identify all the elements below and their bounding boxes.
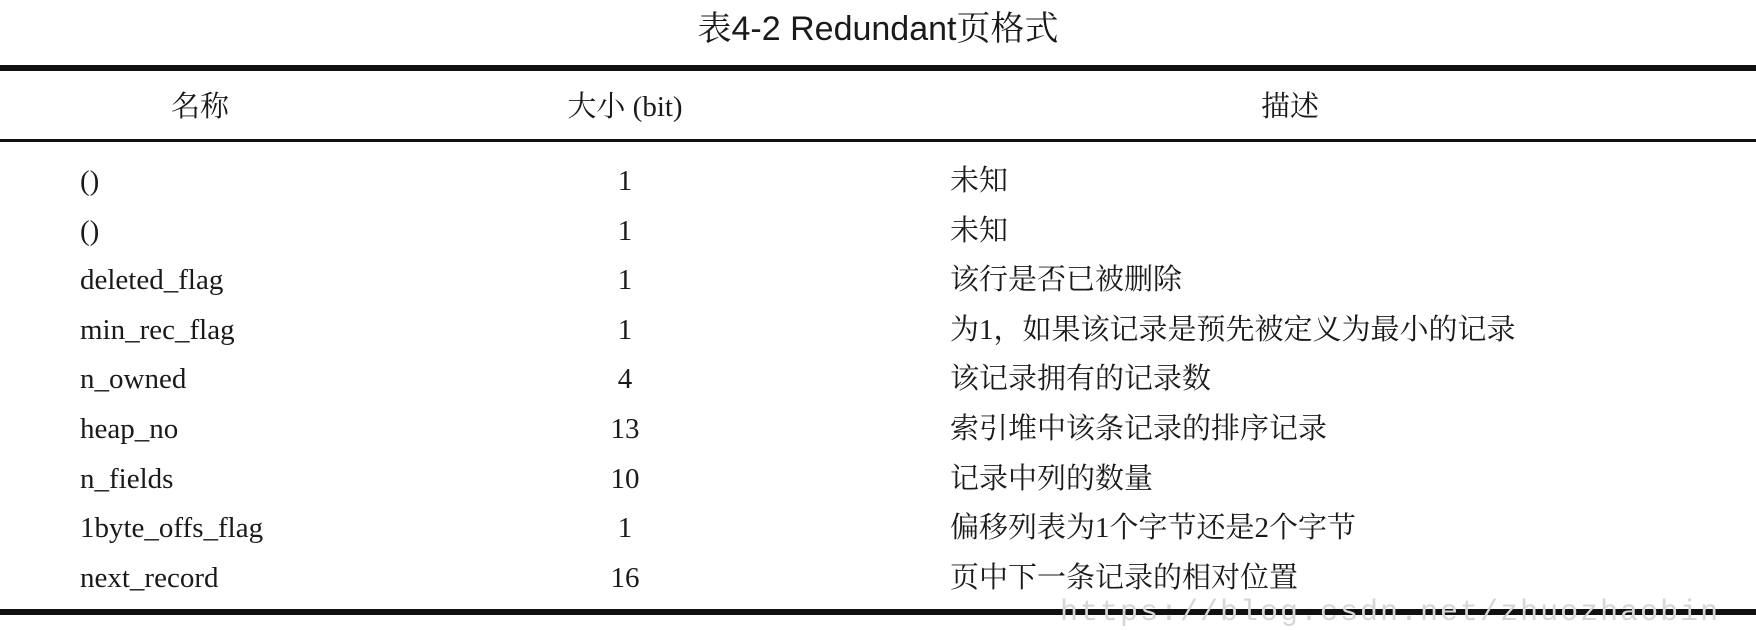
cell-size: 4 [617, 363, 633, 396]
table-top-rule [0, 65, 1756, 71]
table-row [0, 455, 1756, 505]
cell-size: 10 [610, 462, 640, 495]
cell-size: 1 [617, 313, 633, 346]
cell-size: 1 [617, 214, 633, 247]
table-header-rule [0, 139, 1756, 142]
table-row [0, 157, 1756, 207]
cell-name: next_record [80, 561, 219, 594]
cell-name: n_fields [80, 462, 174, 495]
cell-description: 该记录拥有的记录数 [950, 363, 1212, 396]
table-row [0, 355, 1756, 405]
cell-name: deleted_flag [80, 264, 224, 297]
cell-name: n_owned [80, 363, 187, 396]
table-row [0, 405, 1756, 455]
table-caption: 表4-2 Redundant页格式 [697, 10, 1059, 48]
cell-description: 未知 [950, 165, 1009, 197]
column-header-description: 描述 [1260, 91, 1319, 123]
cell-size: 16 [610, 561, 640, 594]
table-row [0, 256, 1756, 306]
cell-description: 索引堆中该条记录的排序记录 [950, 412, 1328, 445]
table-header [0, 84, 1756, 130]
cell-size: 1 [617, 512, 633, 545]
cell-name: 1byte_offs_flag [80, 512, 264, 545]
cell-description: 页中下一条记录的相对位置 [950, 561, 1299, 594]
watermark-text: https://blog.csdn.net/zhuozhaobin [1060, 596, 1721, 630]
column-header-name: 名称 [170, 91, 229, 123]
cell-description: 该行是否已被删除 [950, 264, 1183, 297]
cell-name: () [80, 214, 100, 247]
cell-size: 1 [617, 165, 633, 197]
cell-name: min_rec_flag [80, 313, 235, 346]
column-header-size: 大小 (bit) [567, 91, 683, 123]
cell-description: 记录中列的数量 [950, 462, 1154, 495]
table-row [0, 504, 1756, 554]
cell-description: 未知 [950, 214, 1009, 247]
cell-size: 1 [617, 264, 633, 297]
cell-description: 为1，如果该记录是预先被定义为最小的记录 [950, 313, 1516, 346]
table-row [0, 306, 1756, 356]
cell-name: heap_no [80, 412, 179, 445]
cell-name: () [80, 165, 100, 197]
cell-description: 偏移列表为1个字节还是2个字节 [950, 512, 1357, 545]
table-row [0, 207, 1756, 257]
table-body [0, 157, 1756, 603]
cell-size: 13 [610, 412, 640, 445]
